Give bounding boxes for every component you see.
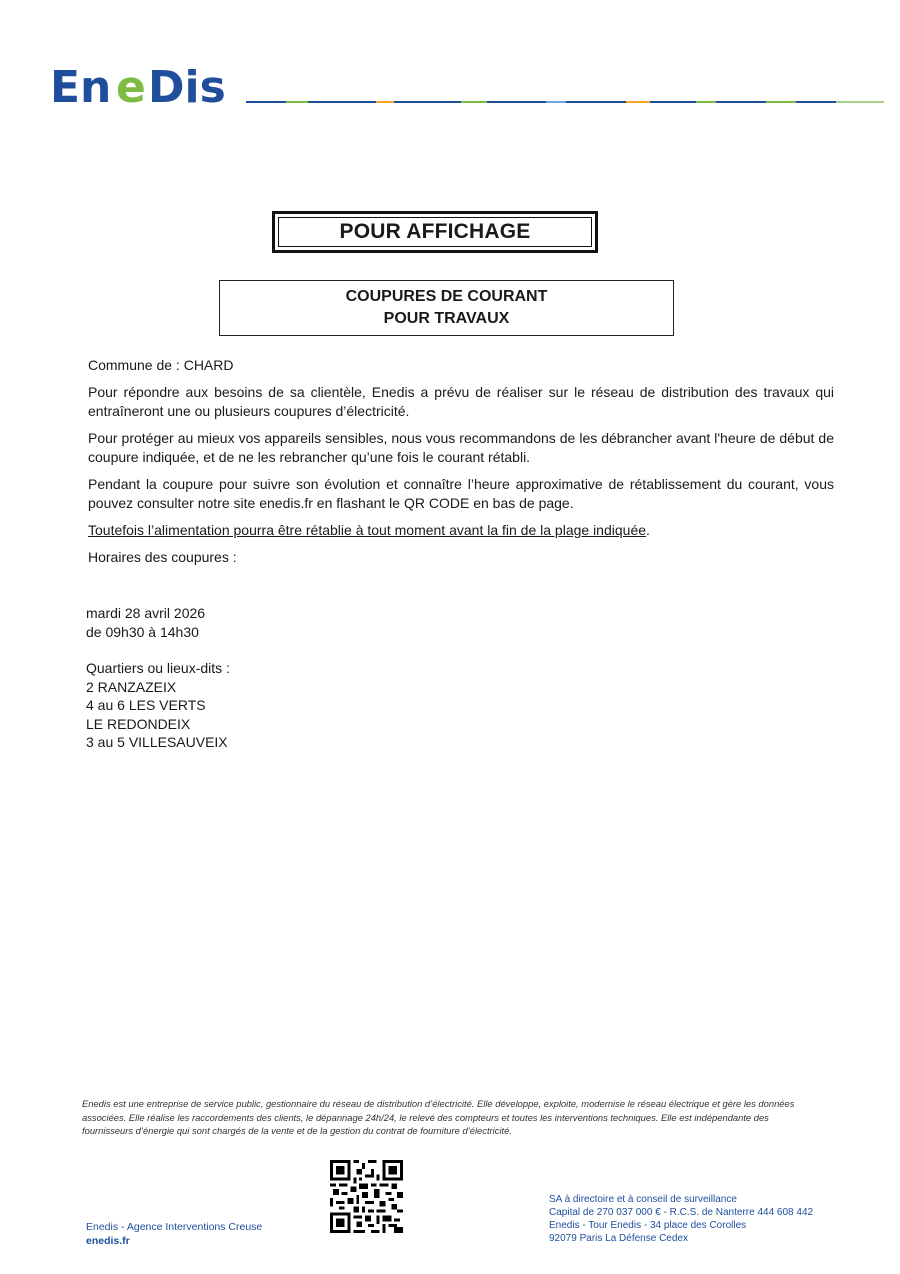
svg-text:e: e — [116, 62, 146, 108]
footer-company-line: 92079 Paris La Défense Cedex — [549, 1232, 688, 1244]
pour-affichage-box — [272, 211, 598, 253]
quartiers-label: Quartiers ou lieux-dits : — [86, 660, 230, 676]
paragraph-appareils: Pour protéger au mieux vos appareils sensibles, nous vous recommandons de les débrancher avant l'heure de début de coupure indiquée, et de ne les rebrancher qu’une fois le courant rétabli. — [88, 430, 834, 465]
quartier-item: 3 au 5 VILLESAUVEIX — [86, 734, 228, 750]
schedule-block — [86, 604, 205, 641]
schedule-date: mardi 28 avril 2026 — [86, 605, 206, 621]
enedis-logo — [50, 62, 242, 108]
footer-agency-name: Enedis - Agence Interventions Creuse — [86, 1221, 263, 1233]
quartier-item: 4 au 6 LES VERTS — [86, 697, 206, 713]
header-rule — [246, 100, 884, 104]
retablissement-period: . — [646, 522, 650, 538]
legal-notice: Enedis est une entreprise de service public, gestionnaire du réseau de distribution d’électricité. Elle développe, exploite, modernise le réseau électrique et gère les données associées. Elle réalise les raccordements des clients, le dépannage 24h/24, le relevé des compteurs et toutes les interventions techniques. Elle est indépendante des fournisseurs d’énergie qui sont chargés de la vente et de la gestion du contrat de fourniture d’électricité. — [82, 1098, 795, 1136]
footer-company-line: Capital de 270 037 000 € - R.C.S. de Nanterre 444 608 442 — [549, 1206, 814, 1218]
quartier-item: 2 RANZAZEIX — [86, 678, 177, 695]
paragraph-retablissement — [88, 521, 834, 540]
qr-code-icon[interactable] — [330, 1160, 403, 1233]
svg-text:En: En — [50, 62, 112, 108]
quartiers-block — [86, 659, 230, 752]
svg-text:Dis: Dis — [148, 62, 226, 108]
paragraph-suivi: Pendant la coupure pour suivre son évolution et connaître l’heure approximative de rétablissement du courant, vous pouvez consulter notre site enedis.fr en flashant le QR CODE en bas de page. — [88, 476, 834, 511]
paragraph-besoins: Pour répondre aux besoins de sa clientèle, Enedis a prévu de réaliser sur le réseau de distribution des travaux qui entraîneront une ou plusieurs coupures d’électricité. — [88, 384, 834, 419]
footer-company-line: Enedis - Tour Enedis - 34 place des Corolles — [549, 1219, 747, 1231]
coupures-box — [219, 280, 674, 336]
horaires-label: Horaires des coupures : — [88, 549, 237, 565]
footer-website-link[interactable]: enedis.fr — [86, 1235, 130, 1247]
coupures-title-line2: POUR TRAVAUX — [383, 310, 510, 327]
coupures-title-line1: COUPURES DE COURANT — [345, 288, 548, 305]
schedule-time: de 09h30 à 14h30 — [86, 623, 199, 640]
footer-agency — [86, 1220, 262, 1248]
retablissement-underlined: Toutefois l’alimentation pourra être rétablie à tout moment avant la fin de la plage indiquée — [88, 522, 647, 538]
commune-line: Commune de : CHARD — [88, 357, 234, 373]
quartier-item: LE REDONDEIX — [86, 715, 191, 732]
footer-company-line: SA à directoire et à conseil de surveillance — [549, 1194, 737, 1205]
footer-company-info — [549, 1194, 813, 1246]
pour-affichage-label: POUR AFFICHAGE — [339, 220, 531, 243]
